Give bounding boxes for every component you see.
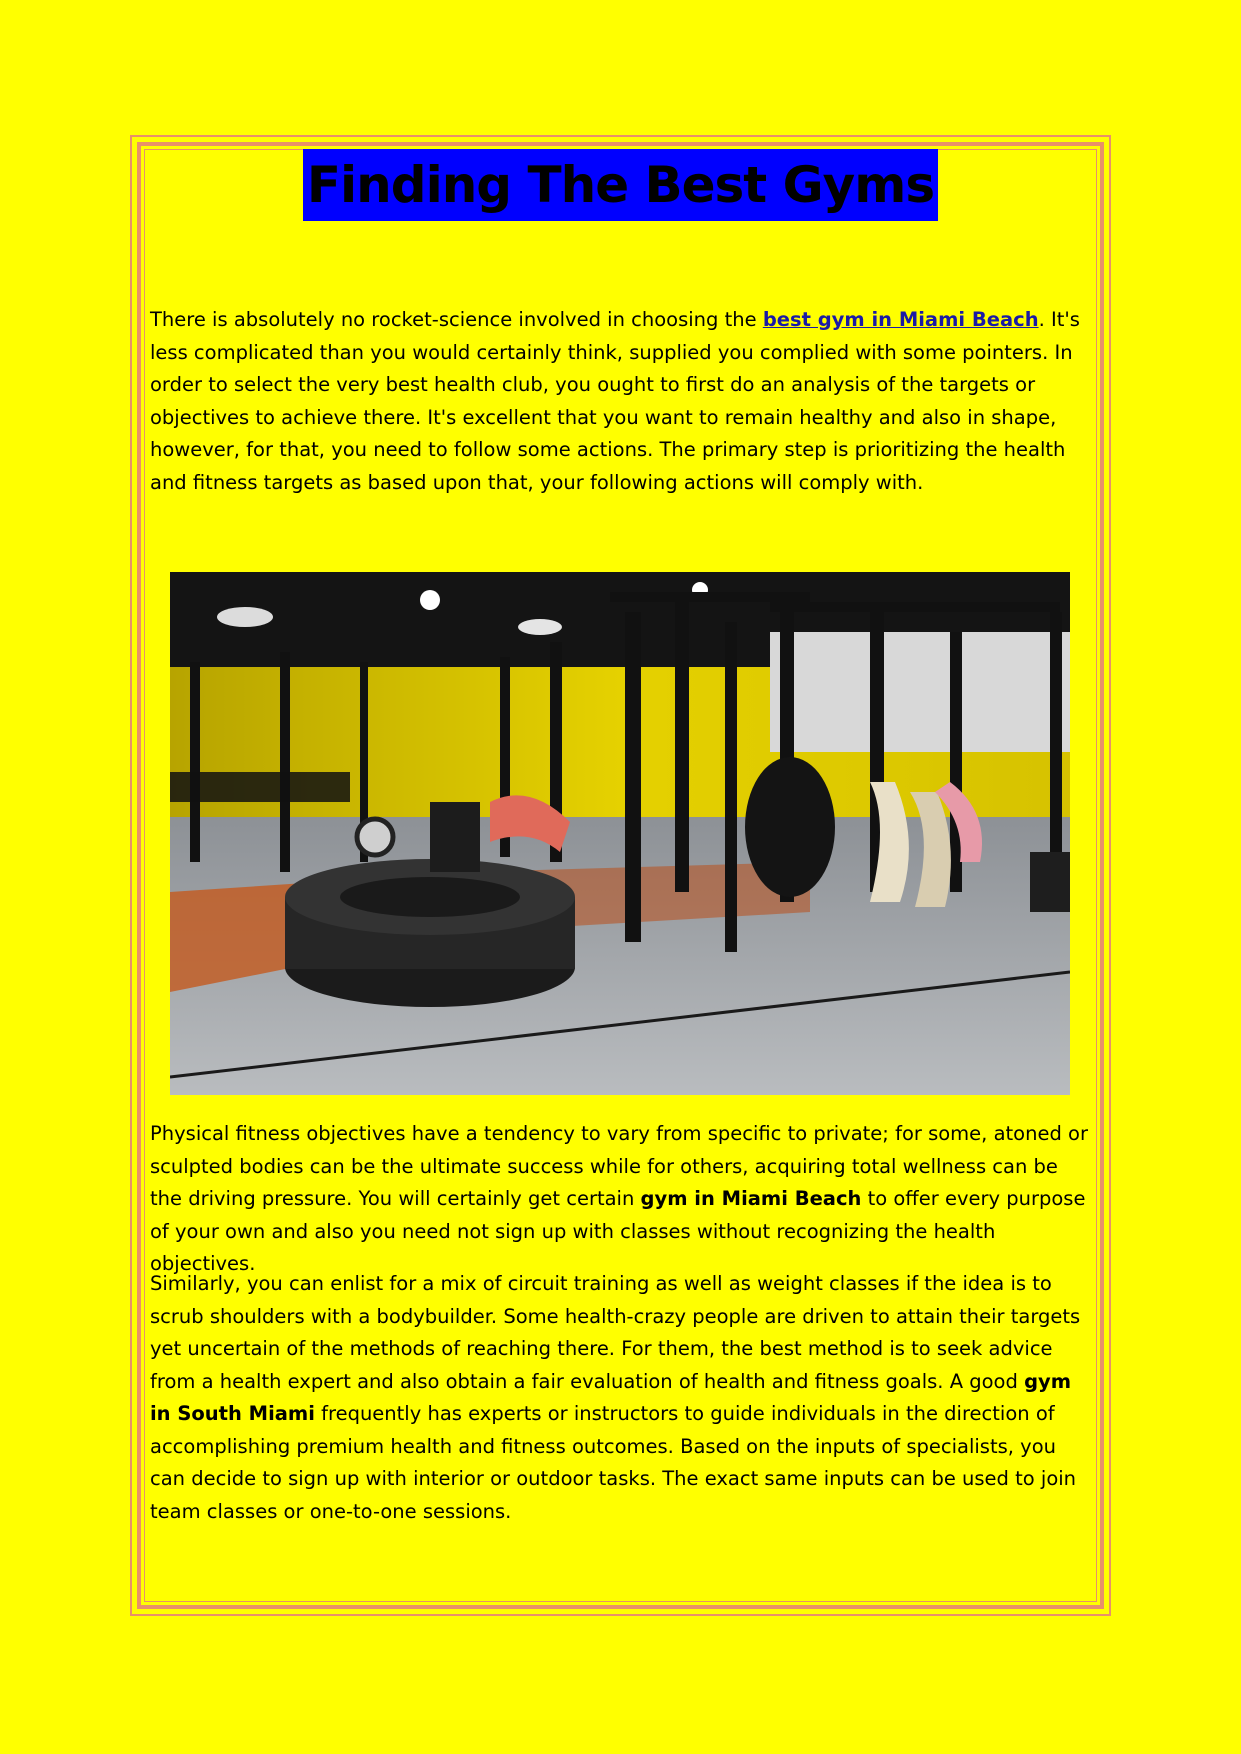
circuit-training-paragraph [150,1268,1095,1528]
title-container [0,149,1241,221]
intro-paragraph [150,304,1095,499]
p3-text-after: frequently has experts or instructors to guide individuals in the direction of accomplishing premium health and fitness outcomes. Based on the inputs of specialists, you can decide to sign up with interior or outdoor tasks. The exact same inputs can be used to join team classes or one-to-one sessions. [150,1402,1077,1523]
intro-text-before: There is absolutely no rocket-science involved in choosing the [150,308,763,331]
p2-text-before: Physical fitness objectives have a tendency to vary from specific to private; for some, atoned or sculpted bodies can be the ultimate success while for others, acquiring total wellness can be the driving pressure. You will certainly get certain [150,1122,1088,1210]
best-gym-miami-beach-link[interactable]: best gym in Miami Beach [762,308,1039,331]
gym-miami-beach-bold: gym in Miami Beach [640,1187,862,1210]
intro-text-after: . It's less complicated than you would certainly think, supplied you complied with some pointers. In order to select the very best health club, you ought to first do an analysis of the targets or objectives to achieve there. It's excellent that you want to remain healthy and also in shape, however, for that, you need to follow some actions. The primary step is prioritizing the health and fitness targets as based upon that, your following actions will comply with. [150,308,1080,494]
gym-photo-illustration [170,572,1070,1095]
p3-text-before: Similarly, you can enlist for a mix of circuit training as well as weight classes if the idea is to scrub shoulders with a bodybuilder. Some health-crazy people are driven to attain their targets yet uncertain of the methods of reaching there. For them, the best method is to seek advice from a health expert and also obtain a fair evaluation of health and fitness goals. A good [150,1272,1081,1393]
gym-photo [170,572,1070,1095]
p2-text-after: to offer every purpose of your own and also you need not sign up with classes without recognizing the health objectives. [150,1187,1086,1275]
gym-south-miami-bold: gym in South Miami [150,1369,1072,1425]
page-title: Finding The Best Gyms [303,149,938,221]
fitness-objectives-paragraph [150,1118,1095,1281]
